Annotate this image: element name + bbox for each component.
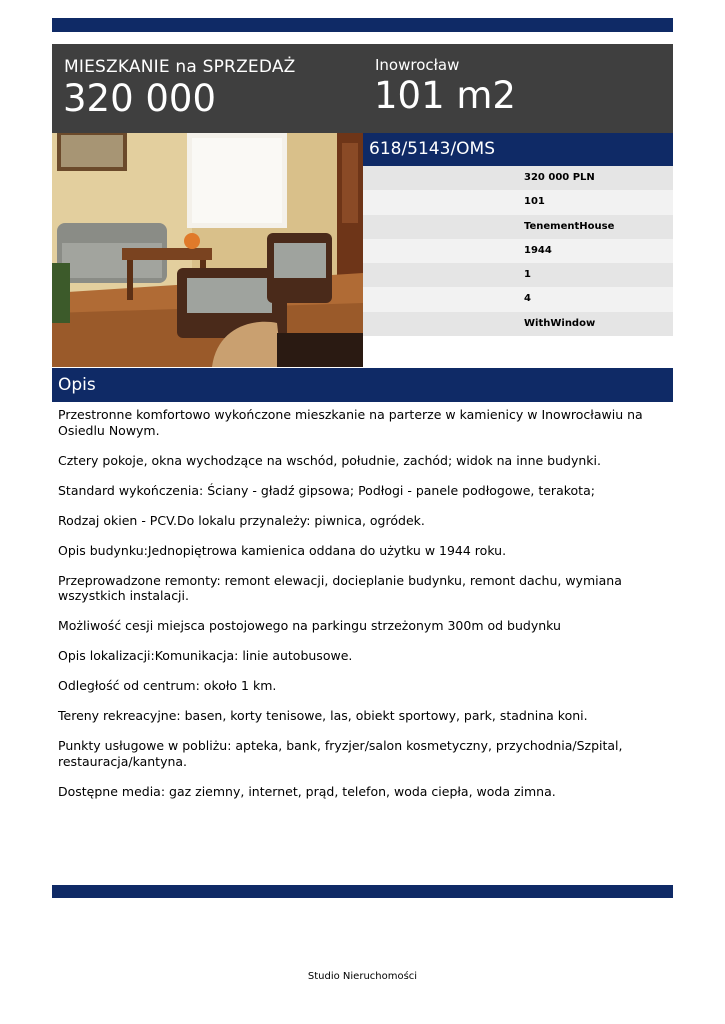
listing-price: 320 000 bbox=[63, 77, 217, 120]
detail-building-type: TenementHouse bbox=[363, 215, 673, 239]
detail-kitchen-type: WithWindow bbox=[363, 312, 673, 336]
top-accent-bar bbox=[52, 18, 673, 32]
detail-rooms: 4 bbox=[363, 287, 673, 311]
listing-header bbox=[52, 44, 673, 133]
description-body bbox=[58, 407, 658, 814]
bottom-accent-bar bbox=[52, 885, 673, 898]
listing-area: 101 m2 bbox=[374, 74, 516, 117]
description-paragraph: Przestronne komfortowo wykończone mieszkanie na parterze w kamienicy w Inowrocławiu na Osiedlu Nowym. bbox=[58, 407, 643, 438]
description-paragraph: Przeprowadzone remonty: remont elewacji, docieplanie budynku, remont dachu, wymiana wszystkich instalacji. bbox=[58, 572, 622, 603]
description-paragraph: Opis lokalizacji:Komunikacja: linie autobusowe. bbox=[58, 648, 353, 663]
detail-year-built: 1944 bbox=[363, 239, 673, 263]
description-paragraph: Standard wykończenia: Ściany - gładź gipsowa; Podłogi - panele podłogowe, terakota; bbox=[58, 482, 595, 498]
description-paragraph: Możliwość cesji miejsca postojowego na parkingu strzeżonym 300m od budynku bbox=[58, 618, 561, 633]
description-paragraph: Rodzaj okien - PCV.Do lokalu przynależy: piwnica, ogródek. bbox=[58, 512, 425, 528]
detail-price: 320 000 PLN bbox=[363, 166, 673, 190]
listing-type: MIESZKANIE na SPRZEDAŻ bbox=[64, 57, 296, 77]
description-paragraph: Cztery pokoje, okna wychodzące na wschód, południe, zachód; widok na inne budynki. bbox=[58, 452, 601, 468]
description-paragraph: Punkty usługowe w pobliżu: apteka, bank, fryzjer/salon kosmetyczny, przychodnia/Szpital, restauracja/kantyna. bbox=[58, 738, 623, 769]
description-paragraph: Opis budynku:Jednopiętrowa kamienica oddana do użytku w 1944 roku. bbox=[58, 542, 507, 558]
property-photo bbox=[52, 133, 363, 367]
detail-floor: 1 bbox=[363, 263, 673, 287]
description-paragraph: Dostępne media: gaz ziemny, internet, prąd, telefon, woda ciepła, woda zimna. bbox=[58, 783, 556, 799]
reference-number: 618/5143/OMS bbox=[363, 133, 673, 166]
description-paragraph: Odległość od centrum: około 1 km. bbox=[58, 678, 277, 693]
description-paragraph: Tereny rekreacyjne: basen, korty tenisowe, las, obiekt sportowy, park, stadnina koni. bbox=[58, 708, 588, 723]
listing-city: Inowrocław bbox=[375, 56, 460, 74]
details-table bbox=[363, 166, 673, 336]
detail-area: 101 bbox=[363, 190, 673, 214]
description-heading: Opis bbox=[52, 368, 673, 402]
footer-agency: Studio Nieruchomości bbox=[307, 971, 418, 982]
